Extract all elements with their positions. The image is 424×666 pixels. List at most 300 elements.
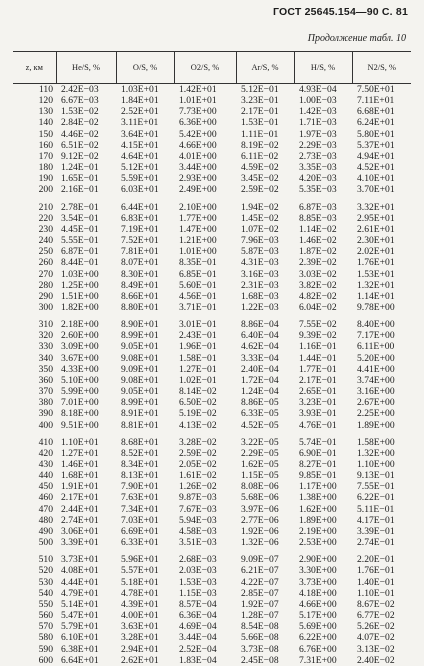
value-cell: 1.58E+00 <box>357 436 395 448</box>
altitude-cell: 260 <box>38 257 53 269</box>
value-cell: 2.20E−01 <box>357 554 395 566</box>
table-row <box>13 129 411 140</box>
value-cell: 1.89E+00 <box>299 514 337 526</box>
value-cell: 1.76E+01 <box>357 257 395 269</box>
value-cell: 1.14E+01 <box>357 290 395 302</box>
value-cell: 2.65E−01 <box>299 386 337 398</box>
altitude-cell: 200 <box>38 184 53 196</box>
value-cell: 4.59E−02 <box>241 162 279 174</box>
value-cell: 3.67E+00 <box>61 352 99 364</box>
value-cell: 3.32E+01 <box>357 201 395 213</box>
value-cell: 2.74E+01 <box>61 514 99 526</box>
value-cell: 2.45E−08 <box>241 654 279 666</box>
value-cell: 2.61E+01 <box>357 223 395 235</box>
value-cell: 3.16E+00 <box>357 386 395 398</box>
value-cell: 1.10E−01 <box>357 587 395 599</box>
value-cell: 4.44E+01 <box>61 576 99 588</box>
value-cell: 1.16E−01 <box>299 341 337 353</box>
value-cell: 4.41E+00 <box>357 363 395 375</box>
value-cell: 5.99E+00 <box>61 386 99 398</box>
value-cell: 2.62E+01 <box>121 654 159 666</box>
value-cell: 1.01E+01 <box>179 95 217 107</box>
value-cell: 6.36E+00 <box>179 117 217 129</box>
value-cell: 1.03E+01 <box>121 84 159 95</box>
value-cell: 1.89E+00 <box>357 419 395 431</box>
value-cell: 3.97E−06 <box>241 503 279 515</box>
value-cell: 5.42E+00 <box>179 128 217 140</box>
value-cell: 3.23E−01 <box>299 397 337 409</box>
value-cell: 1.84E+01 <box>121 95 159 107</box>
value-cell: 4.66E+00 <box>179 139 217 151</box>
value-cell: 1.53E−01 <box>241 117 279 129</box>
value-cell: 6.33E+01 <box>121 537 159 549</box>
value-cell: 1.76E−01 <box>357 565 395 577</box>
value-cell: 8.66E+01 <box>121 290 159 302</box>
value-cell: 6.22E−01 <box>357 492 395 504</box>
altitude-cell: 300 <box>38 301 53 313</box>
value-cell: 2.10E+00 <box>179 201 217 213</box>
value-cell: 1.77E−01 <box>299 363 337 375</box>
value-cell: 1.92E−07 <box>241 598 279 610</box>
altitude-cell: 110 <box>38 84 53 95</box>
value-cell: 2.95E+01 <box>357 212 395 224</box>
value-cell: 8.68E+01 <box>121 436 159 448</box>
column-header: H/S, % <box>294 52 352 84</box>
value-cell: 8.57E−04 <box>179 598 217 610</box>
value-cell: 3.13E−02 <box>357 643 395 655</box>
value-cell: 4.64E+01 <box>121 150 159 162</box>
value-cell: 3.03E−02 <box>299 268 337 280</box>
table-row <box>13 364 411 375</box>
value-cell: 8.34E+01 <box>121 459 159 470</box>
value-cell: 2.25E+00 <box>357 408 395 420</box>
value-cell: 1.10E+00 <box>357 459 395 470</box>
value-cell: 7.03E+01 <box>121 514 159 526</box>
value-cell: 2.39E−02 <box>299 257 337 269</box>
table-row <box>13 319 411 330</box>
value-cell: 1.42E−03 <box>299 106 337 118</box>
value-cell: 1.71E−03 <box>299 117 337 129</box>
value-cell: 6.36E−04 <box>179 610 217 622</box>
table-header-row <box>13 52 411 84</box>
altitude-cell: 590 <box>38 643 53 655</box>
altitude-cell: 280 <box>38 279 53 291</box>
value-cell: 1.25E+00 <box>61 279 99 291</box>
column-header: N2/S, % <box>352 52 411 84</box>
value-cell: 7.96E−03 <box>241 235 279 247</box>
value-cell: 6.85E−01 <box>179 268 217 280</box>
altitude-cell: 190 <box>38 173 53 185</box>
table-row <box>13 173 411 184</box>
altitude-cell: 390 <box>38 408 53 420</box>
value-cell: 1.11E−01 <box>241 128 279 140</box>
column-header: z, км <box>13 52 56 84</box>
value-cell: 1.17E+00 <box>299 481 337 493</box>
value-cell: 8.13E+01 <box>121 470 159 482</box>
value-cell: 5.68E−06 <box>241 492 279 504</box>
value-cell: 7.67E−03 <box>179 503 217 515</box>
value-cell: 1.26E−02 <box>179 481 217 493</box>
value-cell: 8.07E+01 <box>121 257 159 269</box>
altitude-cell: 540 <box>38 587 53 599</box>
altitude-cell: 440 <box>38 470 53 482</box>
value-cell: 4.31E−03 <box>241 257 279 269</box>
value-cell: 7.11E+01 <box>357 95 395 107</box>
table-row <box>13 420 411 431</box>
value-cell: 6.51E−02 <box>61 139 99 151</box>
table-row <box>13 140 411 151</box>
value-cell: 1.44E−01 <box>299 352 337 364</box>
value-cell: 7.31E+00 <box>299 654 337 666</box>
value-cell: 4.94E+01 <box>357 150 395 162</box>
value-cell: 1.24E−04 <box>241 386 279 398</box>
value-cell: 5.74E−01 <box>299 436 337 448</box>
value-cell: 2.17E−01 <box>241 106 279 118</box>
table-row <box>13 151 411 162</box>
column-header: O2/S, % <box>174 52 236 84</box>
value-cell: 9.08E+01 <box>121 352 159 364</box>
value-cell: 7.52E+01 <box>121 235 159 247</box>
value-cell: 3.93E−01 <box>299 408 337 420</box>
value-cell: 8.67E−02 <box>357 598 395 610</box>
altitude-cell: 420 <box>38 447 53 459</box>
value-cell: 3.73E+01 <box>61 554 99 566</box>
value-cell: 1.15E−05 <box>241 470 279 482</box>
value-cell: 6.87E−03 <box>299 201 337 213</box>
value-cell: 1.28E−07 <box>241 610 279 622</box>
value-cell: 1.72E−04 <box>241 374 279 386</box>
value-cell: 9.13E−01 <box>357 470 395 482</box>
table-continuation-caption: Продолжение табл. 10 <box>307 33 406 44</box>
value-cell: 1.61E−02 <box>179 470 217 482</box>
value-cell: 5.96E+01 <box>121 554 159 566</box>
table-row <box>13 448 411 459</box>
value-cell: 6.11E−02 <box>241 150 279 162</box>
value-cell: 1.03E+00 <box>61 268 99 280</box>
value-cell: 2.40E−02 <box>357 654 395 666</box>
altitude-cell: 160 <box>38 139 53 151</box>
altitude-cell: 120 <box>38 95 53 107</box>
value-cell: 4.69E−04 <box>179 621 217 633</box>
table-row <box>13 269 411 280</box>
value-cell: 7.90E+01 <box>121 481 159 493</box>
value-cell: 4.20E−03 <box>299 173 337 185</box>
value-cell: 6.77E−02 <box>357 610 395 622</box>
value-cell: 8.27E−01 <box>299 459 337 470</box>
value-cell: 1.91E+01 <box>61 481 99 493</box>
value-cell: 3.35E−03 <box>299 162 337 174</box>
table-row <box>13 492 411 503</box>
value-cell: 7.63E+01 <box>121 492 159 504</box>
altitude-cell: 250 <box>38 246 53 258</box>
value-cell: 3.39E+01 <box>61 537 99 549</box>
altitude-cell: 340 <box>38 352 53 364</box>
value-cell: 8.40E+00 <box>357 319 395 331</box>
table-row <box>13 632 411 643</box>
table-row <box>13 162 411 173</box>
table-row <box>13 341 411 352</box>
table-row <box>13 213 411 224</box>
value-cell: 4.93E−04 <box>299 84 337 95</box>
value-cell: 1.10E+01 <box>61 436 99 448</box>
value-cell: 1.46E−02 <box>299 235 337 247</box>
value-cell: 7.55E−02 <box>299 319 337 331</box>
altitude-cell: 460 <box>38 492 53 504</box>
value-cell: 5.47E+01 <box>61 610 99 622</box>
value-cell: 4.46E−02 <box>61 128 99 140</box>
value-cell: 7.17E+00 <box>357 330 395 342</box>
value-cell: 3.23E−01 <box>241 95 279 107</box>
value-cell: 4.78E+01 <box>121 587 159 599</box>
value-cell: 1.27E−01 <box>179 363 217 375</box>
altitude-cell: 490 <box>38 525 53 537</box>
value-cell: 1.40E−01 <box>357 576 395 588</box>
value-cell: 9.05E+01 <box>121 341 159 353</box>
value-cell: 2.73E−03 <box>299 150 337 162</box>
value-cell: 6.90E−01 <box>299 447 337 459</box>
table-row <box>13 599 411 610</box>
table-row <box>13 588 411 599</box>
value-cell: 2.40E−04 <box>241 363 279 375</box>
value-cell: 2.16E−01 <box>61 184 99 196</box>
altitude-cell: 230 <box>38 223 53 235</box>
value-cell: 6.22E+00 <box>299 632 337 644</box>
value-cell: 2.02E+01 <box>357 246 395 258</box>
value-cell: 9.87E−03 <box>179 492 217 504</box>
value-cell: 1.65E−01 <box>61 173 99 185</box>
altitude-cell: 180 <box>38 162 53 174</box>
value-cell: 4.79E+01 <box>61 587 99 599</box>
table-row <box>13 554 411 565</box>
composition-table <box>13 51 411 666</box>
value-cell: 2.03E−03 <box>179 565 217 577</box>
altitude-cell: 430 <box>38 459 53 470</box>
value-cell: 2.78E−01 <box>61 201 99 213</box>
altitude-cell: 320 <box>38 330 53 342</box>
value-cell: 2.77E−06 <box>241 514 279 526</box>
value-cell: 8.86E−05 <box>241 397 279 409</box>
value-cell: 6.87E−01 <box>61 246 99 258</box>
altitude-cell: 400 <box>38 419 53 431</box>
value-cell: 6.03E+01 <box>121 184 159 196</box>
value-cell: 6.33E−05 <box>241 408 279 420</box>
altitude-cell: 600 <box>38 654 53 666</box>
value-cell: 8.80E+01 <box>121 301 159 313</box>
value-cell: 6.04E−02 <box>299 301 337 313</box>
value-cell: 3.51E−03 <box>179 537 217 549</box>
value-cell: 1.94E−02 <box>241 201 279 213</box>
table-row <box>13 504 411 515</box>
value-cell: 4.07E−02 <box>357 632 395 644</box>
altitude-cell: 240 <box>38 235 53 247</box>
value-cell: 7.01E+00 <box>61 397 99 409</box>
value-cell: 5.18E+01 <box>121 576 159 588</box>
value-cell: 7.55E−01 <box>357 481 395 493</box>
value-cell: 2.59E−02 <box>179 447 217 459</box>
value-cell: 8.99E+01 <box>121 330 159 342</box>
value-cell: 7.50E+01 <box>357 84 395 95</box>
table-row <box>13 386 411 397</box>
value-cell: 2.29E−05 <box>241 447 279 459</box>
value-cell: 6.21E−07 <box>241 565 279 577</box>
value-cell: 9.39E−02 <box>299 330 337 342</box>
value-cell: 8.35E−01 <box>179 257 217 269</box>
value-cell: 2.84E−02 <box>61 117 99 129</box>
value-cell: 8.90E+01 <box>121 319 159 331</box>
altitude-cell: 570 <box>38 621 53 633</box>
value-cell: 1.38E+00 <box>299 492 337 504</box>
value-cell: 4.18E+00 <box>299 587 337 599</box>
altitude-cell: 530 <box>38 576 53 588</box>
value-cell: 2.93E+00 <box>179 173 217 185</box>
value-cell: 3.09E+00 <box>61 341 99 353</box>
table-row <box>13 291 411 302</box>
value-cell: 1.87E−02 <box>299 246 337 258</box>
altitude-cell: 360 <box>38 374 53 386</box>
value-cell: 5.14E+01 <box>61 598 99 610</box>
table-row <box>13 106 411 117</box>
value-cell: 1.62E+00 <box>299 503 337 515</box>
value-cell: 1.53E−03 <box>179 576 217 588</box>
value-cell: 3.01E−01 <box>179 319 217 331</box>
value-cell: 4.45E−01 <box>61 223 99 235</box>
value-cell: 2.42E−03 <box>61 84 99 95</box>
value-cell: 1.77E+00 <box>179 212 217 224</box>
table-row <box>13 302 411 313</box>
value-cell: 4.00E+01 <box>121 610 159 622</box>
value-cell: 3.06E+01 <box>61 525 99 537</box>
value-cell: 1.82E+00 <box>61 301 99 313</box>
altitude-cell: 350 <box>38 363 53 375</box>
page-header: ГОСТ 25645.154—90 С. 81 <box>272 6 408 18</box>
value-cell: 3.63E+01 <box>121 621 159 633</box>
value-cell: 6.44E+01 <box>121 201 159 213</box>
value-cell: 1.14E−02 <box>299 223 337 235</box>
table-row <box>13 375 411 386</box>
value-cell: 8.54E−08 <box>241 621 279 633</box>
value-cell: 6.69E+01 <box>121 525 159 537</box>
value-cell: 2.52E+01 <box>121 106 159 118</box>
value-cell: 8.99E+01 <box>121 397 159 409</box>
value-cell: 3.73E−08 <box>241 643 279 655</box>
value-cell: 8.49E+01 <box>121 279 159 291</box>
value-cell: 2.94E+01 <box>121 643 159 655</box>
value-cell: 5.60E−01 <box>179 279 217 291</box>
value-cell: 5.66E−08 <box>241 632 279 644</box>
value-cell: 5.35E−03 <box>299 184 337 196</box>
value-cell: 8.44E−01 <box>61 257 99 269</box>
table-row <box>13 655 411 666</box>
value-cell: 6.38E+01 <box>61 643 99 655</box>
value-cell: 7.81E+01 <box>121 246 159 258</box>
value-cell: 1.15E−03 <box>179 587 217 599</box>
value-cell: 5.80E+01 <box>357 128 395 140</box>
altitude-cell: 330 <box>38 341 53 353</box>
column-header: He/S, % <box>56 52 116 84</box>
value-cell: 6.50E−02 <box>179 397 217 409</box>
table-row <box>13 644 411 655</box>
value-cell: 2.19E+00 <box>299 525 337 537</box>
value-cell: 5.59E+01 <box>121 173 159 185</box>
altitude-cell: 380 <box>38 397 53 409</box>
value-cell: 6.11E+00 <box>357 341 395 353</box>
value-cell: 1.51E+00 <box>61 290 99 302</box>
value-cell: 3.16E−03 <box>241 268 279 280</box>
table-row <box>13 184 411 195</box>
value-cell: 3.28E−02 <box>179 436 217 448</box>
table-row <box>13 257 411 268</box>
altitude-cell: 480 <box>38 514 53 526</box>
value-cell: 4.52E−05 <box>241 419 279 431</box>
value-cell: 1.32E−06 <box>241 537 279 549</box>
altitude-cell: 370 <box>38 386 53 398</box>
table-row <box>13 610 411 621</box>
value-cell: 1.21E+00 <box>179 235 217 247</box>
altitude-cell: 290 <box>38 290 53 302</box>
value-cell: 2.44E+01 <box>61 503 99 515</box>
value-cell: 3.73E+00 <box>299 576 337 588</box>
table-body <box>13 84 411 666</box>
table-row <box>13 459 411 470</box>
value-cell: 1.53E+01 <box>357 268 395 280</box>
table-row <box>13 515 411 526</box>
value-cell: 4.52E+01 <box>357 162 395 174</box>
altitude-cell: 270 <box>38 268 53 280</box>
table-row <box>13 84 411 96</box>
value-cell: 2.52E−04 <box>179 643 217 655</box>
value-cell: 1.32E+01 <box>357 279 395 291</box>
altitude-cell: 140 <box>38 117 53 129</box>
value-cell: 2.18E+00 <box>61 319 99 331</box>
value-cell: 6.64E+01 <box>61 654 99 666</box>
table-row <box>13 408 411 419</box>
value-cell: 1.24E−01 <box>61 162 99 174</box>
value-cell: 5.87E−03 <box>241 246 279 258</box>
value-cell: 4.13E−02 <box>179 419 217 431</box>
value-cell: 5.12E−01 <box>241 84 279 95</box>
value-cell: 5.20E+00 <box>357 352 395 364</box>
value-cell: 3.28E+01 <box>121 632 159 644</box>
value-cell: 8.81E+01 <box>121 419 159 431</box>
value-cell: 2.90E+00 <box>299 554 337 566</box>
value-cell: 8.14E−02 <box>179 386 217 398</box>
table-row <box>13 353 411 364</box>
value-cell: 3.71E−01 <box>179 301 217 313</box>
value-cell: 3.45E−02 <box>241 173 279 185</box>
altitude-cell: 310 <box>38 319 53 331</box>
table-row <box>13 246 411 257</box>
table-row <box>13 577 411 588</box>
altitude-cell: 520 <box>38 565 53 577</box>
value-cell: 4.22E−07 <box>241 576 279 588</box>
value-cell: 8.91E+01 <box>121 408 159 420</box>
value-cell: 1.42E+01 <box>179 84 217 95</box>
value-cell: 1.58E−01 <box>179 352 217 364</box>
value-cell: 3.44E−04 <box>179 632 217 644</box>
value-cell: 7.34E+01 <box>121 503 159 515</box>
table-row <box>13 235 411 246</box>
value-cell: 1.68E−03 <box>241 290 279 302</box>
value-cell: 1.00E−03 <box>299 95 337 107</box>
value-cell: 9.09E+01 <box>121 363 159 375</box>
value-cell: 3.39E−01 <box>357 525 395 537</box>
value-cell: 3.22E−05 <box>241 436 279 448</box>
value-cell: 9.09E−07 <box>241 554 279 566</box>
value-cell: 1.97E−03 <box>299 128 337 140</box>
value-cell: 4.82E−02 <box>299 290 337 302</box>
value-cell: 1.01E+00 <box>179 246 217 258</box>
value-cell: 3.54E−01 <box>61 212 99 224</box>
